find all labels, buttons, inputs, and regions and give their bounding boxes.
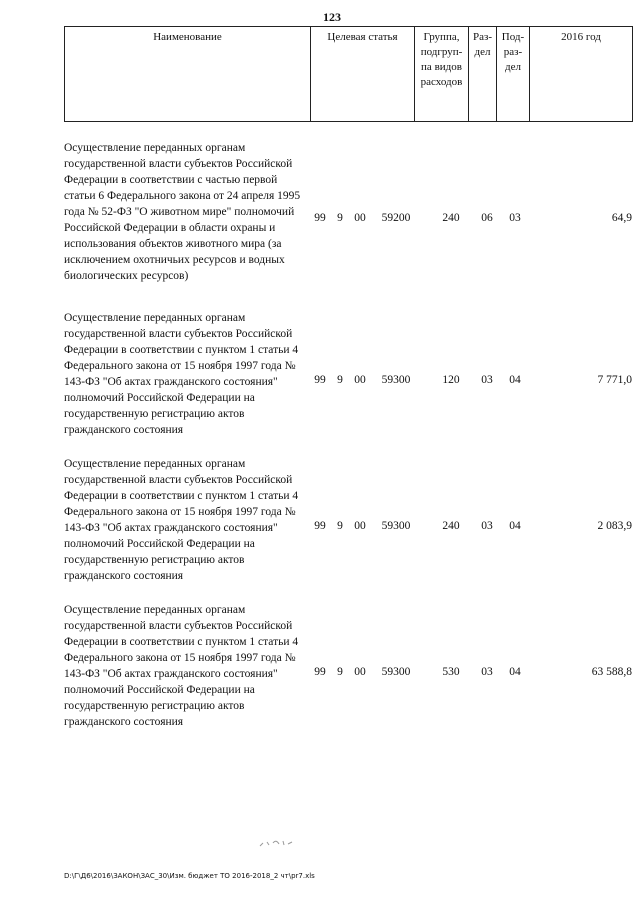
header-target-article: Целевая статья	[311, 27, 415, 122]
target-code-subprogram: 9	[337, 374, 343, 386]
section-code: 03	[481, 666, 493, 678]
target-code-program: 99	[314, 666, 326, 678]
target-code-direction: 59200	[381, 212, 411, 224]
page-number: 123	[323, 10, 341, 24]
target-code-direction: 59300	[381, 666, 411, 678]
subsection-code: 03	[509, 212, 521, 224]
target-code-main: 00	[354, 520, 366, 532]
faint-handwritten-mark	[258, 836, 298, 850]
amount-2016: 63 588,8	[591, 666, 632, 678]
expense-group-code: 530	[442, 666, 460, 678]
expense-group-code: 120	[442, 374, 460, 386]
subsection-code: 04	[509, 666, 521, 678]
header-expense-group: Группа, подгруп- па видов расходов	[415, 27, 469, 122]
header-subsection: Под- раз- дел	[497, 27, 530, 122]
amount-2016: 2 083,9	[597, 520, 632, 532]
subsection-code: 04	[509, 374, 521, 386]
target-code-program: 99	[314, 374, 326, 386]
section-code: 06	[481, 212, 493, 224]
target-code-subprogram: 9	[337, 666, 343, 678]
expense-group-code: 240	[442, 212, 460, 224]
target-code-main: 00	[354, 374, 366, 386]
header-year-2016: 2016 год	[530, 27, 633, 122]
target-code-main: 00	[354, 666, 366, 678]
row-name: Осуществление переданных органам государственной власти субъектов Российской Федерации в соответствии с пунктом 1 статьи 4 Федерального закона от 15 ноября 1997 года № 143-ФЗ "Об актах гражданского состояния" полномочий Российской Федерации на государственную регистрацию актов гражданского состояния	[64, 604, 299, 728]
target-code-subprogram: 9	[337, 520, 343, 532]
expense-group-code: 240	[442, 520, 460, 532]
subsection-code: 04	[509, 520, 521, 532]
header-section: Раз- дел	[469, 27, 497, 122]
row-name: Осуществление переданных органам государственной власти субъектов Российской Федерации в соответствии с пунктом 1 статьи 4 Федерального закона от 15 ноября 1997 года № 143-ФЗ "Об актах гражданского состояния" полномочий Российской Федерации на государственную регистрацию актов гражданского состояния	[64, 458, 299, 582]
amount-2016: 7 771,0	[597, 374, 632, 386]
header-name: Наименование	[65, 27, 311, 122]
file-path-footer: D:\Г\Д6\2016\ЗАКОН\ЗАС_30\Изм. бюджет ТО 2016-2018_2 чт\pr7.xls	[64, 872, 315, 880]
column-header-table	[64, 26, 633, 122]
section-code: 03	[481, 374, 493, 386]
target-code-main: 00	[354, 212, 366, 224]
row-name: Осуществление переданных органам государственной власти субъектов Российской Федерации в соответствии с пунктом 1 статьи 4 Федерального закона от 15 ноября 1997 года № 143-ФЗ "Об актах гражданского состояния" полномочий Российской Федерации на государственную регистрацию актов гражданского состояния	[64, 312, 299, 436]
amount-2016: 64,9	[611, 212, 632, 224]
target-code-direction: 59300	[381, 520, 411, 532]
target-code-subprogram: 9	[337, 212, 343, 224]
section-code: 03	[481, 520, 493, 532]
target-code-direction: 59300	[381, 374, 411, 386]
row-name: Осуществление переданных органам государственной власти субъектов Российской Федерации в соответствии с частью первой статьи 6 Федерального закона от 24 апреля 1995 года № 52-ФЗ "О животном мире" полномочий Российской Федерации в области охраны и использования объектов животного мира (за исключением охотничьих ресурсов и водных биологических ресурсов)	[64, 142, 301, 282]
target-code-program: 99	[314, 212, 326, 224]
target-code-program: 99	[314, 520, 326, 532]
